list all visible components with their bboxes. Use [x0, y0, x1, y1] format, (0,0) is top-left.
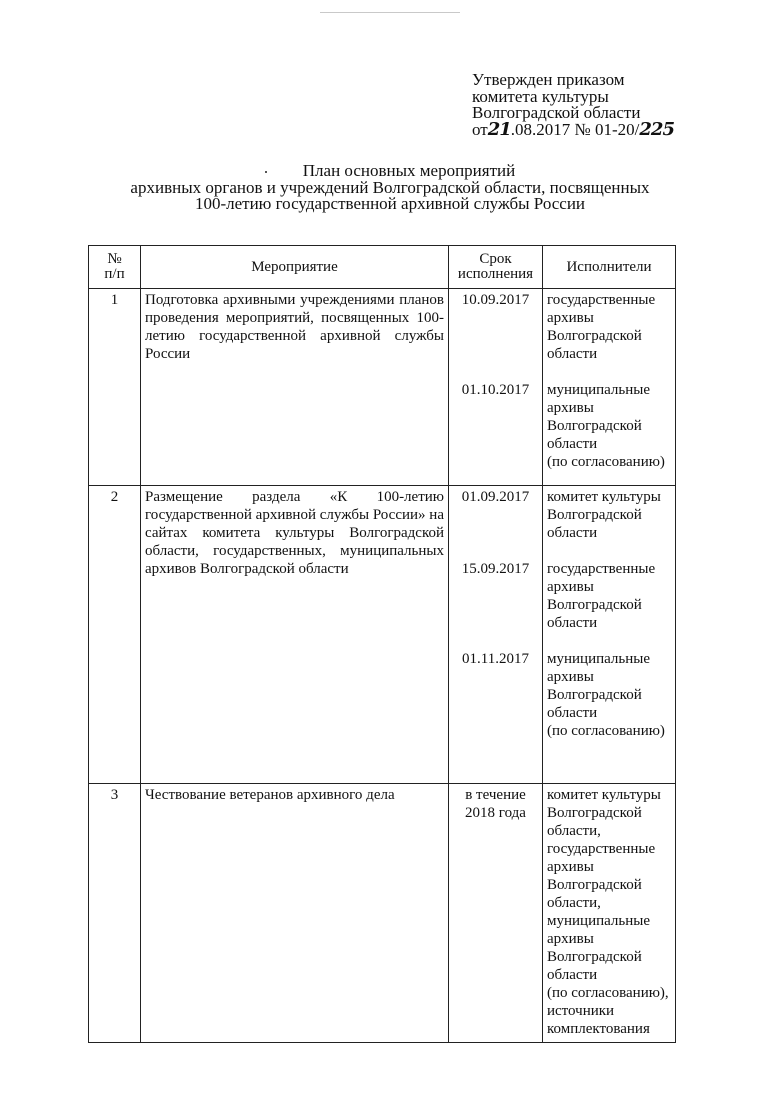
header-num	[89, 246, 141, 289]
title-line-2: архивных органов и учреждений Волгоградской области, посвященных	[130, 177, 650, 197]
header-term-line-1: Срок	[479, 251, 512, 267]
row-1-event: Подготовка архивными учреждениями планов проведения мероприятий, посвященных 100-летию государственной архивной службы России	[141, 289, 449, 486]
exec-line: архивы	[547, 400, 594, 416]
events-table	[88, 245, 676, 1043]
row-2-num: 2	[89, 486, 141, 784]
exec-line: области	[547, 705, 598, 721]
approval-date	[472, 118, 772, 140]
exec-line: области	[547, 615, 598, 631]
exec-line: (по согласованию)	[547, 454, 665, 470]
title-line-3: 100-летию государственной архивной службы России	[194, 194, 586, 213]
exec-line: комплектования	[547, 1021, 650, 1037]
table-row	[89, 784, 676, 1043]
spacer	[547, 632, 671, 650]
row-3-exec	[543, 784, 676, 1043]
exec-line: архивы	[547, 931, 594, 947]
row-3-event: Чествование ветеранов архивного дела	[141, 784, 449, 1043]
spacer	[547, 542, 671, 560]
row-1-term	[449, 289, 543, 486]
exec-line: источники	[547, 1003, 615, 1019]
spacer	[547, 363, 671, 381]
header-num-line-2: п/п	[104, 266, 125, 282]
row-1-exec	[543, 289, 676, 486]
exec-line: комитет культуры	[547, 787, 661, 803]
exec-line: Волгоградской	[547, 507, 642, 523]
row-3-num: 3	[89, 784, 141, 1043]
exec-line: комитет культуры	[547, 489, 661, 505]
term-value: 15.09.2017	[461, 561, 530, 577]
header-term-line-2: исполнения	[457, 266, 534, 282]
header-num-line-1: №	[107, 251, 122, 267]
exec-line: Волгоградской	[547, 328, 642, 344]
term-value: 01.09.2017	[461, 489, 530, 505]
header-event: Мероприятие	[141, 246, 449, 289]
scan-artifact	[320, 12, 460, 13]
exec-line: области	[547, 346, 598, 362]
exec-line: муниципальные	[547, 913, 651, 929]
exec-line: (по согласованию)	[547, 723, 665, 739]
exec-line: области	[547, 967, 598, 983]
exec-line: Волгоградской	[547, 877, 642, 893]
exec-line: области	[547, 436, 598, 452]
row-2-event: Размещение раздела «К 100-летию государственной архивной службы России» на сайтах комитета культуры Волгоградской области, государственных, муниципальных архивов Волгоградской области	[141, 486, 449, 784]
exec-line: государственные	[547, 841, 656, 857]
handwritten-day: 21	[487, 118, 511, 140]
spacer	[453, 506, 538, 560]
exec-line: государственные	[547, 292, 656, 308]
exec-line: области	[547, 525, 598, 541]
date-prefix: от	[472, 119, 488, 139]
exec-line: области,	[547, 895, 601, 911]
stray-dot	[265, 171, 267, 173]
term-line: в течение	[465, 787, 526, 803]
header-term	[449, 246, 543, 289]
exec-line: архивы	[547, 310, 594, 326]
approval-stamp	[472, 72, 772, 138]
exec-line: государственные	[547, 561, 656, 577]
row-2-exec	[543, 486, 676, 784]
title-line-1-text: План основных мероприятий	[302, 161, 516, 180]
table-header-row	[89, 246, 676, 289]
table-row	[89, 486, 676, 784]
table-row	[89, 289, 676, 486]
handwritten-order-number: 225	[639, 118, 674, 140]
row-1-num: 1	[89, 289, 141, 486]
approval-line-1: Утвержден приказом	[472, 70, 625, 89]
exec-line: Волгоградской	[547, 949, 642, 965]
term-value: 01.10.2017	[461, 382, 530, 398]
exec-line: архивы	[547, 669, 594, 685]
document-title	[60, 163, 720, 213]
spacer	[453, 578, 538, 650]
spacer	[453, 309, 538, 381]
exec-line: архивы	[547, 859, 594, 875]
exec-line: муниципальные	[547, 382, 651, 398]
term-value: 10.09.2017	[461, 292, 530, 308]
term-line: 2018 года	[465, 805, 526, 821]
row-3-term	[449, 784, 543, 1043]
term-value: 01.11.2017	[462, 651, 529, 667]
approval-line-3: Волгоградской области	[472, 103, 641, 122]
header-exec: Исполнители	[543, 246, 676, 289]
exec-line: области,	[547, 823, 601, 839]
exec-line: муниципальные	[547, 651, 651, 667]
exec-line: Волгоградской	[547, 597, 642, 613]
row-2-term	[449, 486, 543, 784]
exec-line: архивы	[547, 579, 594, 595]
date-rest: .08.2017 № 01-20/	[510, 119, 640, 139]
exec-line: Волгоградской	[547, 805, 642, 821]
exec-line: (по согласованию),	[547, 985, 669, 1001]
exec-line: Волгоградской	[547, 687, 642, 703]
exec-line: Волгоградской	[547, 418, 642, 434]
approval-line-2: комитета культуры	[472, 86, 609, 106]
